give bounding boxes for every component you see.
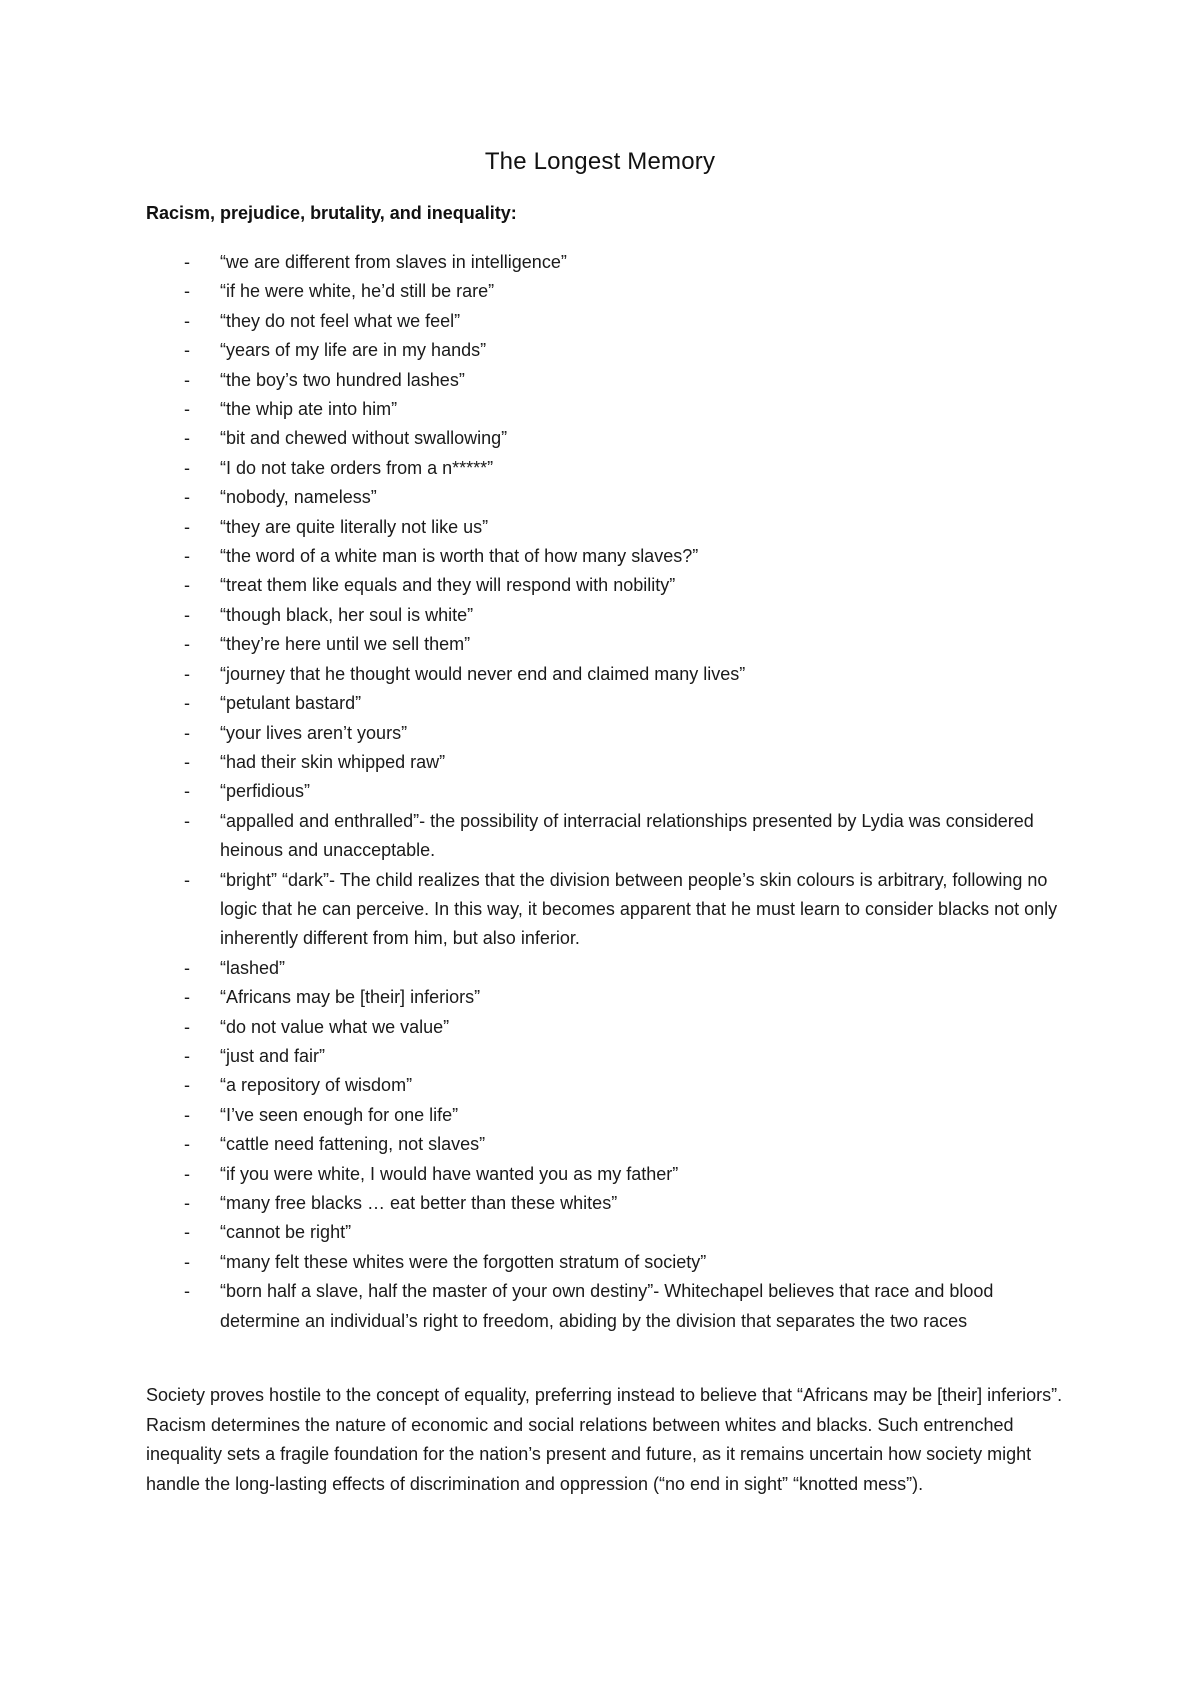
bullet-dash: -: [184, 428, 190, 449]
list-item: [146, 1160, 1066, 1189]
bullet-dash: -: [184, 1193, 190, 1213]
bullet-dash: -: [184, 781, 190, 802]
list-item: [146, 807, 1066, 866]
section-heading: Racism, prejudice, brutality, and inequality:: [146, 203, 517, 223]
bullet-dash: -: [184, 575, 190, 596]
document-title: The Longest Memory: [484, 148, 716, 175]
quote-text: “if he were white, he’d still be rare”: [220, 281, 495, 302]
bullet-dash: -: [184, 1251, 190, 1272]
quote-text: “born half a slave, half the master of your own destiny”- Whitechapel believes that race and blood determine an individual’s right to freedom, abiding by the division that separates the two races: [220, 1281, 994, 1331]
list-item: [146, 660, 1066, 689]
list-item: [146, 1189, 1066, 1218]
list-item: [146, 983, 1066, 1012]
quote-text: “perfidious”: [220, 781, 311, 802]
list-item: [146, 719, 1066, 748]
bullet-dash: -: [184, 604, 190, 625]
bullet-dash: -: [184, 634, 190, 655]
list-item: [146, 1071, 1066, 1100]
quote-text: “cannot be right”: [220, 1222, 352, 1243]
bullet-dash: -: [184, 340, 190, 361]
bullet-dash: -: [184, 663, 190, 684]
bullet-dash: -: [184, 751, 190, 772]
quote-text: “appalled and enthralled”- the possibility of interracial relationships presented by Lydia was considered heinous and unacceptable.: [220, 810, 1034, 861]
list-item: [146, 424, 1066, 453]
conclusion-paragraph: Society proves hostile to the concept of equality, preferring instead to believe that “Africans may be [their] inferiors”. Racism determines the nature of economic and social relations between whites and blacks. Such entrenched inequality sets a fragile foundation for the nation’s present and future, as it remains uncertain how society might handle the long-lasting effects of discrimination and oppression (“no end in sight” “knotted mess”).: [146, 1385, 1063, 1494]
list-item: [146, 483, 1066, 512]
list-item: [146, 866, 1066, 954]
quote-text: “we are different from slaves in intelligence”: [220, 252, 567, 272]
quote-text: “journey that he thought would never end and claimed many lives”: [220, 663, 746, 684]
quote-text: “many free blacks … eat better than these whites”: [220, 1193, 618, 1213]
quote-text: “your lives aren’t yours”: [220, 722, 408, 743]
quote-text: “do not value what we value”: [220, 1016, 450, 1037]
bullet-dash: -: [184, 722, 190, 743]
bullet-dash: -: [184, 1045, 190, 1066]
quote-text: “cattle need fattening, not slaves”: [220, 1134, 486, 1155]
list-item: [146, 336, 1066, 365]
list-item: [146, 689, 1066, 718]
bullet-dash: -: [184, 399, 190, 420]
list-item: [146, 601, 1066, 630]
bullet-dash: -: [184, 987, 190, 1008]
list-item: [146, 954, 1066, 983]
quote-text: “they are quite literally not like us”: [220, 516, 489, 537]
list-item: [146, 748, 1066, 777]
bullet-dash: -: [184, 546, 190, 567]
bullet-dash: -: [184, 1104, 190, 1125]
quote-text: “bright” “dark”- The child realizes that the division between people’s skin colours is arbitrary, following no logic that he can perceive. In this way, it becomes apparent that he must learn to consider blacks not only inherently different from him, but also inferior.: [220, 869, 1058, 949]
quote-text: “the boy’s two hundred lashes”: [220, 369, 465, 390]
bullet-dash: -: [184, 1075, 190, 1096]
quote-text: “treat them like equals and they will respond with nobility”: [220, 575, 676, 596]
quote-text: “I’ve seen enough for one life”: [220, 1104, 459, 1125]
bullet-dash: -: [184, 281, 190, 302]
list-item: [146, 1277, 1066, 1336]
quote-text: “the word of a white man is worth that of how many slaves?”: [220, 546, 699, 567]
list-item: [146, 1248, 1066, 1277]
list-item: [146, 1042, 1066, 1071]
quote-text: “I do not take orders from a n*****”: [220, 457, 494, 478]
list-item: [146, 571, 1066, 600]
bullet-dash: -: [184, 693, 190, 714]
list-item: [146, 366, 1066, 395]
list-item: [146, 307, 1066, 336]
bullet-dash: -: [184, 1281, 190, 1302]
quote-text: “a repository of wisdom”: [220, 1075, 413, 1096]
bullet-dash: -: [184, 957, 190, 978]
quote-text: “they’re here until we sell them”: [220, 634, 471, 655]
quote-text: “years of my life are in my hands”: [220, 340, 487, 361]
bullet-dash: -: [184, 457, 190, 478]
bullet-dash: -: [184, 810, 190, 831]
quote-text: “Africans may be [their] inferiors”: [220, 987, 481, 1008]
bullet-dash: -: [184, 487, 190, 508]
quote-text: “nobody, nameless”: [220, 487, 377, 508]
bullet-dash: -: [184, 516, 190, 537]
bullet-dash: -: [184, 1163, 190, 1184]
list-item: [146, 1218, 1066, 1247]
quote-text: “if you were white, I would have wanted you as my father”: [220, 1163, 679, 1184]
quote-text: “the whip ate into him”: [220, 399, 398, 420]
quote-text: “bit and chewed without swallowing”: [220, 428, 508, 449]
quote-text: “many felt these whites were the forgotten stratum of society”: [220, 1251, 707, 1272]
bullet-dash: -: [184, 869, 190, 890]
list-item: [146, 454, 1066, 483]
list-item: [146, 1101, 1066, 1130]
bullet-dash: -: [184, 1134, 190, 1155]
bullet-dash: -: [184, 1222, 190, 1243]
quote-text: “though black, her soul is white”: [220, 604, 474, 625]
list-item: [146, 542, 1066, 571]
quote-text: “had their skin whipped raw”: [220, 751, 446, 772]
list-item: [146, 513, 1066, 542]
bullet-dash: -: [184, 369, 190, 390]
list-item: [146, 248, 1066, 277]
quote-text: “just and fair”: [220, 1045, 326, 1066]
quote-text: “they do not feel what we feel”: [220, 310, 461, 331]
quote-text: “petulant bastard”: [220, 693, 362, 714]
bullet-dash: -: [184, 310, 190, 331]
bullet-dash: -: [184, 1016, 190, 1037]
bullet-dash: -: [184, 252, 190, 272]
list-item: [146, 1130, 1066, 1159]
quote-list: [146, 248, 1066, 1336]
list-item: [146, 1013, 1066, 1042]
list-item: [146, 395, 1066, 424]
list-item: [146, 277, 1066, 306]
list-item: [146, 630, 1066, 659]
list-item: [146, 777, 1066, 806]
quote-text: “lashed”: [220, 957, 286, 978]
